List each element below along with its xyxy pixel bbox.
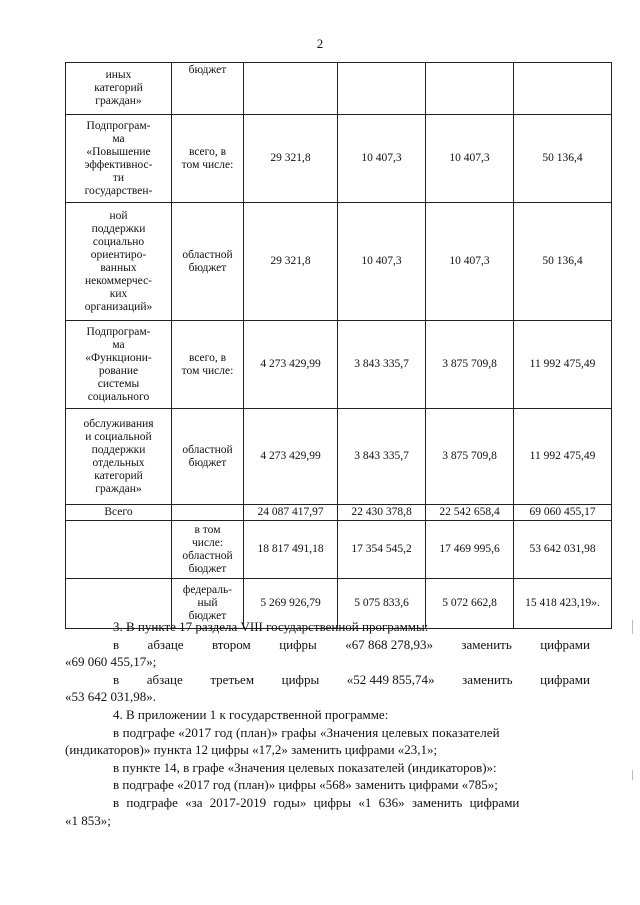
cell-line: в том — [194, 523, 221, 536]
word: «52 449 855,74» — [346, 671, 435, 687]
program-name-cell — [66, 409, 172, 505]
budget-type-cell — [172, 505, 244, 521]
program-name-cell — [66, 321, 172, 409]
cell-line: ма — [112, 132, 125, 145]
cell-line: граждан» — [95, 95, 142, 107]
program-name-cell — [66, 203, 172, 321]
cell-line: «Повышение — [86, 145, 151, 158]
value-cell: 3 843 335,7 — [338, 409, 426, 505]
cell-line: ма — [112, 338, 125, 351]
cell-line: поддержки — [91, 222, 146, 235]
cell-line: и социальной — [85, 430, 152, 443]
value-cell: 5 075 833,6 — [338, 579, 426, 629]
table-row — [66, 203, 612, 321]
paragraph-4-line-7: «1 853»; — [65, 812, 111, 828]
cell-line: бюджет — [188, 562, 227, 575]
cell-line: том числе: — [181, 364, 234, 377]
cell-line: категорий — [94, 469, 143, 482]
value-cell: 10 407,3 — [426, 115, 514, 203]
paragraph-4-line-5: в подграфе «2017 год (план)» цифры «568» заменить цифрами «785»; — [113, 777, 498, 793]
document-body — [65, 618, 590, 829]
value-cell: 5 072 662,8 — [426, 579, 514, 629]
cell-line: Подпрограм- — [86, 119, 151, 132]
value-cell — [244, 63, 338, 115]
budget-table — [65, 62, 612, 629]
budget-type-cell — [172, 321, 244, 409]
cell-line: эффективнос- — [84, 158, 153, 171]
budget-type-cell — [172, 409, 244, 505]
cell-line: ти — [112, 171, 125, 184]
cell-line: всего, в — [188, 145, 227, 158]
value-cell — [338, 63, 426, 115]
paragraph-3-line-3: «69 060 455,17»; — [65, 654, 157, 670]
value-cell: 69 060 455,17 — [514, 505, 612, 521]
page-number: 2 — [316, 36, 324, 51]
table-row — [66, 409, 612, 505]
cell-line: государствен- — [84, 184, 153, 197]
value-cell: 17 469 995,6 — [426, 521, 514, 579]
budget-table-body — [66, 63, 612, 629]
word: цифры — [279, 636, 317, 652]
cell-line: всего, в — [188, 351, 227, 364]
paragraph-3-line-2 — [65, 636, 590, 654]
value-cell: 15 418 423,19». — [514, 579, 612, 629]
value-cell: 5 269 926,79 — [244, 579, 338, 629]
budget-type-cell — [172, 521, 244, 579]
value-cell: 17 354 545,2 — [338, 521, 426, 579]
word: втором — [211, 636, 251, 652]
budget-type-cell — [172, 115, 244, 203]
value-cell: 3 875 709,8 — [426, 409, 514, 505]
table-row — [66, 321, 612, 409]
value-cell: 11 992 475,49 — [514, 409, 612, 505]
budget-type-cell — [172, 203, 244, 321]
paragraph-4-line-3: (индикаторов)» пункта 12 цифры «17,2» заменить цифрами «23,1»; — [65, 742, 438, 758]
cell-line: бюджет — [188, 64, 227, 76]
program-name-cell — [66, 63, 172, 115]
paragraph-4-line-6: в подграфе «за 2017-2019 годы» цифры «1 636» заменить цифрами — [113, 794, 520, 810]
cell-line: областной — [182, 549, 233, 562]
word: цифрами — [540, 671, 590, 687]
cell-line: граждан» — [95, 482, 142, 495]
value-cell: 50 136,4 — [514, 203, 612, 321]
cell-line: числе: — [191, 536, 224, 549]
paragraph-4-line-2: в подграфе «2017 год (план)» графы «Значения целевых показателей — [113, 724, 500, 740]
cell-line: отдельных — [92, 456, 145, 469]
cell-line: Всего — [104, 506, 133, 518]
word: заменить — [461, 636, 512, 652]
cell-line: областной — [182, 443, 233, 456]
value-cell: 18 817 491,18 — [244, 521, 338, 579]
value-cell — [426, 63, 514, 115]
table-row — [66, 521, 612, 579]
value-cell: 22 430 378,8 — [338, 505, 426, 521]
value-cell: 29 321,8 — [244, 115, 338, 203]
value-cell: 4 273 429,99 — [244, 321, 338, 409]
program-name-cell — [66, 521, 172, 579]
cell-line: «Функциони- — [85, 351, 152, 364]
cell-line: федераль- — [182, 584, 233, 596]
paragraph-4: 4. В приложении 1 к государственной программе: — [113, 706, 389, 722]
word: цифры — [281, 671, 320, 687]
paragraph-3: 3. В пункте 17 раздела VIII государственной программы: — [113, 619, 429, 634]
word: третьем — [210, 671, 255, 687]
word: заменить — [462, 671, 513, 687]
table-row — [66, 505, 612, 521]
word: в — [113, 636, 120, 652]
paragraph-3-line-5: «53 642 031,98». — [65, 689, 156, 705]
program-name-cell — [66, 505, 172, 521]
cell-line: том числе: — [181, 158, 234, 171]
value-cell: 50 136,4 — [514, 115, 612, 203]
budget-type-cell — [172, 63, 244, 115]
cell-line: организаций» — [84, 300, 153, 313]
value-cell: 10 407,3 — [426, 203, 514, 321]
cell-line: Подпрограм- — [86, 325, 151, 338]
word: абзаце — [146, 671, 183, 687]
value-cell: 11 992 475,49 — [514, 321, 612, 409]
cell-line: обслуживания — [83, 417, 154, 430]
paragraph-4-line-4: в пункте 14, в графе «Значения целевых показателей (индикаторов)»: — [113, 759, 497, 775]
value-cell: 3 875 709,8 — [426, 321, 514, 409]
cell-line: социально — [92, 235, 145, 248]
value-cell: 22 542 658,4 — [426, 505, 514, 521]
cell-line: некоммерчес- — [84, 274, 153, 287]
value-cell: 24 087 417,97 — [244, 505, 338, 521]
word: абзаце — [147, 636, 184, 652]
value-cell: 29 321,8 — [244, 203, 338, 321]
word: цифрами — [540, 636, 590, 652]
word: «67 868 278,93» — [345, 636, 433, 652]
scan-artifact — [632, 770, 633, 780]
value-cell: 3 843 335,7 — [338, 321, 426, 409]
cell-line: областной — [182, 248, 233, 261]
cell-line: ванных — [100, 261, 137, 274]
cell-line: ной — [109, 209, 128, 222]
value-cell: 4 273 429,99 — [244, 409, 338, 505]
value-cell — [514, 63, 612, 115]
table-row — [66, 115, 612, 203]
paragraph-3-line-4 — [65, 671, 590, 689]
cell-line: системы — [97, 377, 140, 390]
cell-line: иных — [105, 69, 132, 81]
word: в — [113, 671, 120, 687]
value-cell: 10 407,3 — [338, 115, 426, 203]
cell-line: категорий — [94, 82, 143, 94]
cell-line: ориентиро- — [90, 248, 147, 261]
value-cell: 53 642 031,98 — [514, 521, 612, 579]
cell-line: ный — [197, 597, 218, 609]
cell-line: бюджет — [188, 456, 227, 469]
cell-line: поддержки — [91, 443, 146, 456]
cell-line: бюджет — [188, 610, 227, 622]
cell-line: рование — [98, 364, 139, 377]
scan-artifact — [632, 620, 633, 634]
value-cell: 10 407,3 — [338, 203, 426, 321]
cell-line: ких — [109, 287, 128, 300]
program-name-cell — [66, 115, 172, 203]
cell-line: бюджет — [188, 261, 227, 274]
cell-line: социального — [87, 390, 150, 403]
table-row — [66, 63, 612, 115]
